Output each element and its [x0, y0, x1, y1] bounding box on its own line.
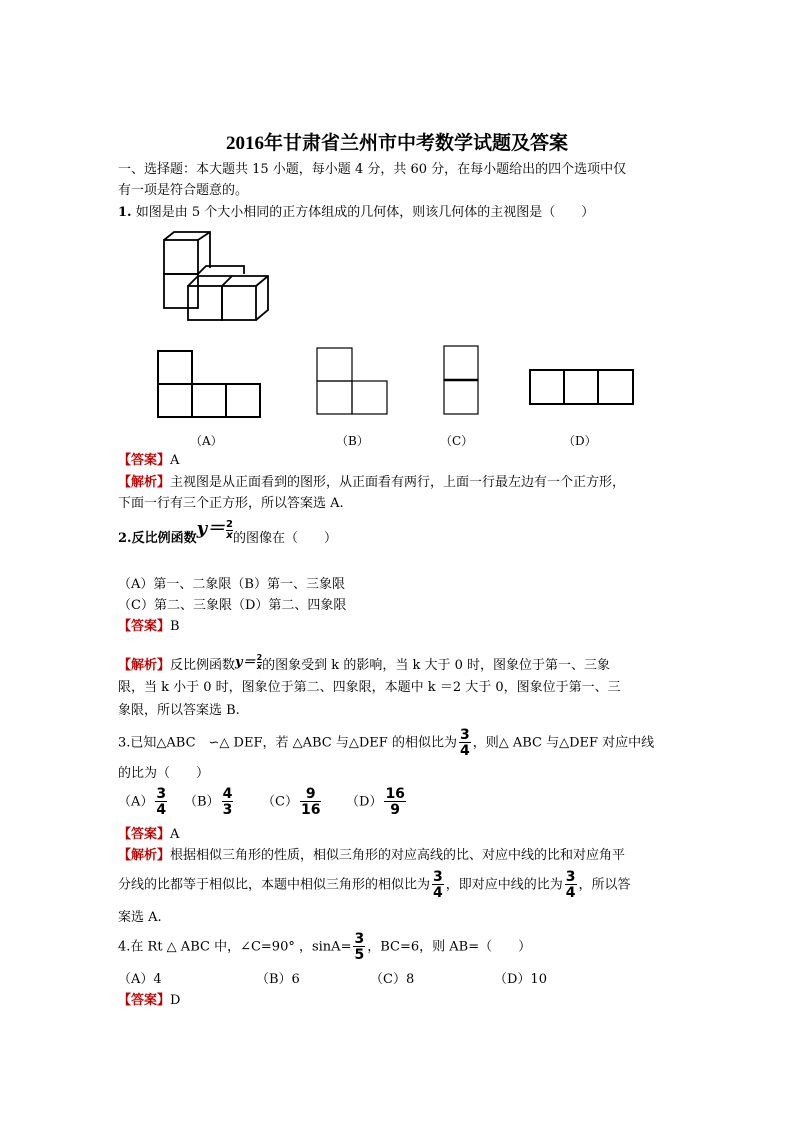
q3-ratio-den: 4	[459, 743, 470, 759]
q2-prefix: 2.反比例函数	[118, 531, 197, 546]
q3-option-c-den: 16	[300, 802, 321, 818]
q3-answer-value: A	[170, 827, 180, 842]
q3-answer	[118, 828, 179, 842]
q2-formula-den: x	[226, 530, 233, 541]
q2-formula	[197, 520, 233, 541]
q2-stem	[118, 518, 338, 549]
q2-formula-frac	[226, 520, 233, 541]
q3-option-b-fraction	[222, 787, 234, 817]
section-header-line2: 有一项是符合题意的。	[118, 183, 249, 198]
q1-caption-c: （C）	[440, 434, 474, 448]
q3-option-d-num: 16	[385, 786, 405, 802]
q3-ratio-fraction	[459, 728, 471, 758]
q4-answer	[118, 994, 180, 1008]
q1-caption-b: （B）	[336, 434, 369, 448]
q3-option-a	[118, 787, 169, 817]
q3-analysis-fraction-1	[432, 870, 444, 900]
q3-ratio-num: 3	[459, 727, 470, 743]
q2-answer	[118, 620, 180, 634]
q3-option-a-fraction	[155, 787, 167, 817]
q4-option-d: （D）10	[494, 972, 547, 987]
q3-option-b	[184, 787, 235, 817]
answer-tag: 【答案】	[118, 827, 171, 842]
q3-stem-line1	[118, 728, 654, 758]
q1-option-c-figure	[443, 345, 479, 415]
q2-suffix: 的图像在（ ）	[233, 531, 338, 546]
q4-sin-den: 5	[354, 947, 365, 963]
q1-number: 1.	[118, 205, 132, 220]
q1-analysis-line2: 下面一行有三个正方形，所以答案选 A.	[118, 496, 344, 511]
q1-text: 如图是由 5 个大小相同的正方体组成的几何体，则该几何体的主视图是（ ）	[135, 205, 595, 220]
q3-option-d-label: （D）	[346, 794, 383, 810]
q4-option-c: （C）8	[370, 972, 415, 987]
q2-analysis-line1	[118, 653, 610, 674]
answer-tag: 【答案】	[118, 619, 171, 634]
q1-analysis-text: 主视图是从正面看到的图形，从正面看有两行，上面一行最左边有一个正方形，	[170, 475, 626, 490]
q1-caption-a: （A）	[190, 434, 223, 448]
q2-analysis-formula-den: x	[256, 662, 262, 671]
q2-formula-num: 2	[226, 519, 234, 530]
q2-analysis-formula-num: 2	[256, 653, 263, 662]
q2-analysis-line3: 象限，所以答案选 B.	[118, 703, 240, 718]
q3-analysis-line2a: 分线的比都等于相似比，本题中相似三角形的相似比为	[118, 877, 431, 893]
q3-option-d-den: 9	[390, 802, 401, 818]
q3-option-a-num: 3	[156, 786, 167, 802]
q4-stem-part1: 4.在 Rt △ ABC 中，∠C=90° ，sinA=	[118, 939, 352, 955]
analysis-tag: 【解析】	[118, 848, 171, 863]
q3-stem-part1: 3.已知△ABC ∽△ DEF，若 △ABC 与△DEF 的相似比为	[118, 735, 457, 751]
q1-analysis-line1	[118, 476, 625, 490]
analysis-tag: 【解析】	[118, 658, 171, 673]
page-title: 2016年甘肃省兰州市中考数学试题及答案	[225, 133, 568, 154]
q3-option-d-fraction	[384, 787, 405, 817]
q2-answer-value: B	[170, 619, 180, 634]
q3-analysis-line2b: ，即对应中线的比为	[445, 877, 563, 893]
answer-tag: 【答案】	[118, 993, 171, 1008]
q3-analysis-f2-den: 4	[565, 885, 576, 901]
q3-option-c-fraction	[300, 787, 321, 817]
q4-option-b: （B）6	[256, 972, 300, 987]
section-header-line1: 一、选择题：本大题共 15 小题，每小题 4 分，共 60 分，在每小题给出的四个选项中仅	[118, 162, 627, 177]
q1-option-b-figure	[316, 347, 388, 415]
q2-analysis-formula	[235, 654, 262, 671]
analysis-tag: 【解析】	[118, 475, 171, 490]
q3-option-a-label: （A）	[118, 794, 154, 810]
q3-option-c	[262, 787, 323, 817]
q4-stem-part2: ，BC=6，则 AB=（ ）	[367, 939, 532, 955]
q4-option-a: （A）4	[118, 972, 162, 987]
q1-caption-d: （D）	[563, 434, 597, 448]
q3-analysis-f1-den: 4	[433, 885, 443, 901]
q3-option-b-label: （B）	[184, 794, 220, 810]
q4-stem	[118, 932, 531, 962]
q2-analysis-line2: 限，当 k 小于 0 时，图象位于第二、四象限，本题中 k ＝2 大于 0，图象位于第一、三	[118, 680, 621, 695]
q2-analysis-rest: 的图象受到 k 的影响，当 k 大于 0 时，图象位于第一、三象	[262, 658, 610, 673]
q3-analysis-line1	[118, 849, 625, 863]
q2-analysis-prefix: 反比例函数	[170, 658, 236, 673]
q1-cube-solid-figure	[160, 228, 275, 320]
q1-option-a-figure	[157, 350, 261, 418]
q3-option-b-num: 4	[222, 786, 233, 802]
q2-formula-y: y＝	[196, 518, 226, 539]
q4-sin-fraction	[353, 932, 365, 962]
q3-analysis-fraction-2	[565, 870, 577, 900]
q1-answer-value: A	[170, 453, 180, 468]
q3-analysis-text: 根据相似三角形的性质，相似三角形的对应高线的比、对应中线的比和对应角平	[170, 848, 626, 863]
q2-analysis-formula-frac	[257, 654, 263, 671]
q3-option-a-den: 4	[156, 802, 167, 818]
q3-analysis-line2c: ，所以答	[578, 877, 631, 893]
answer-tag: 【答案】	[118, 453, 171, 468]
q4-sin-num: 3	[354, 931, 365, 947]
q3-analysis-line2	[118, 870, 631, 900]
q2-analysis-formula-y: y＝	[235, 655, 256, 670]
q3-analysis-f2-num: 3	[565, 869, 576, 885]
q3-option-c-num: 9	[300, 787, 321, 802]
q4-answer-value: D	[170, 993, 181, 1008]
q3-option-d	[346, 787, 408, 817]
q3-analysis-line3: 案选 A.	[118, 910, 162, 925]
q3-analysis-f1-num: 3	[433, 869, 443, 885]
q3-stem-part2: ，则△ ABC 与△DEF 对应中线	[472, 735, 655, 751]
q1-stem	[118, 206, 594, 220]
q3-option-b-den: 3	[222, 802, 233, 818]
q2-options-line2: （C）第二、三象限（D）第二、四象限	[118, 598, 347, 613]
q1-answer	[118, 454, 179, 468]
q1-option-d-figure	[529, 369, 634, 405]
q3-stem-line2: 的比为（ ）	[118, 766, 210, 781]
q2-options-line1: （A）第一、二象限（B）第一、三象限	[118, 577, 345, 592]
q3-option-c-label: （C）	[262, 794, 298, 810]
